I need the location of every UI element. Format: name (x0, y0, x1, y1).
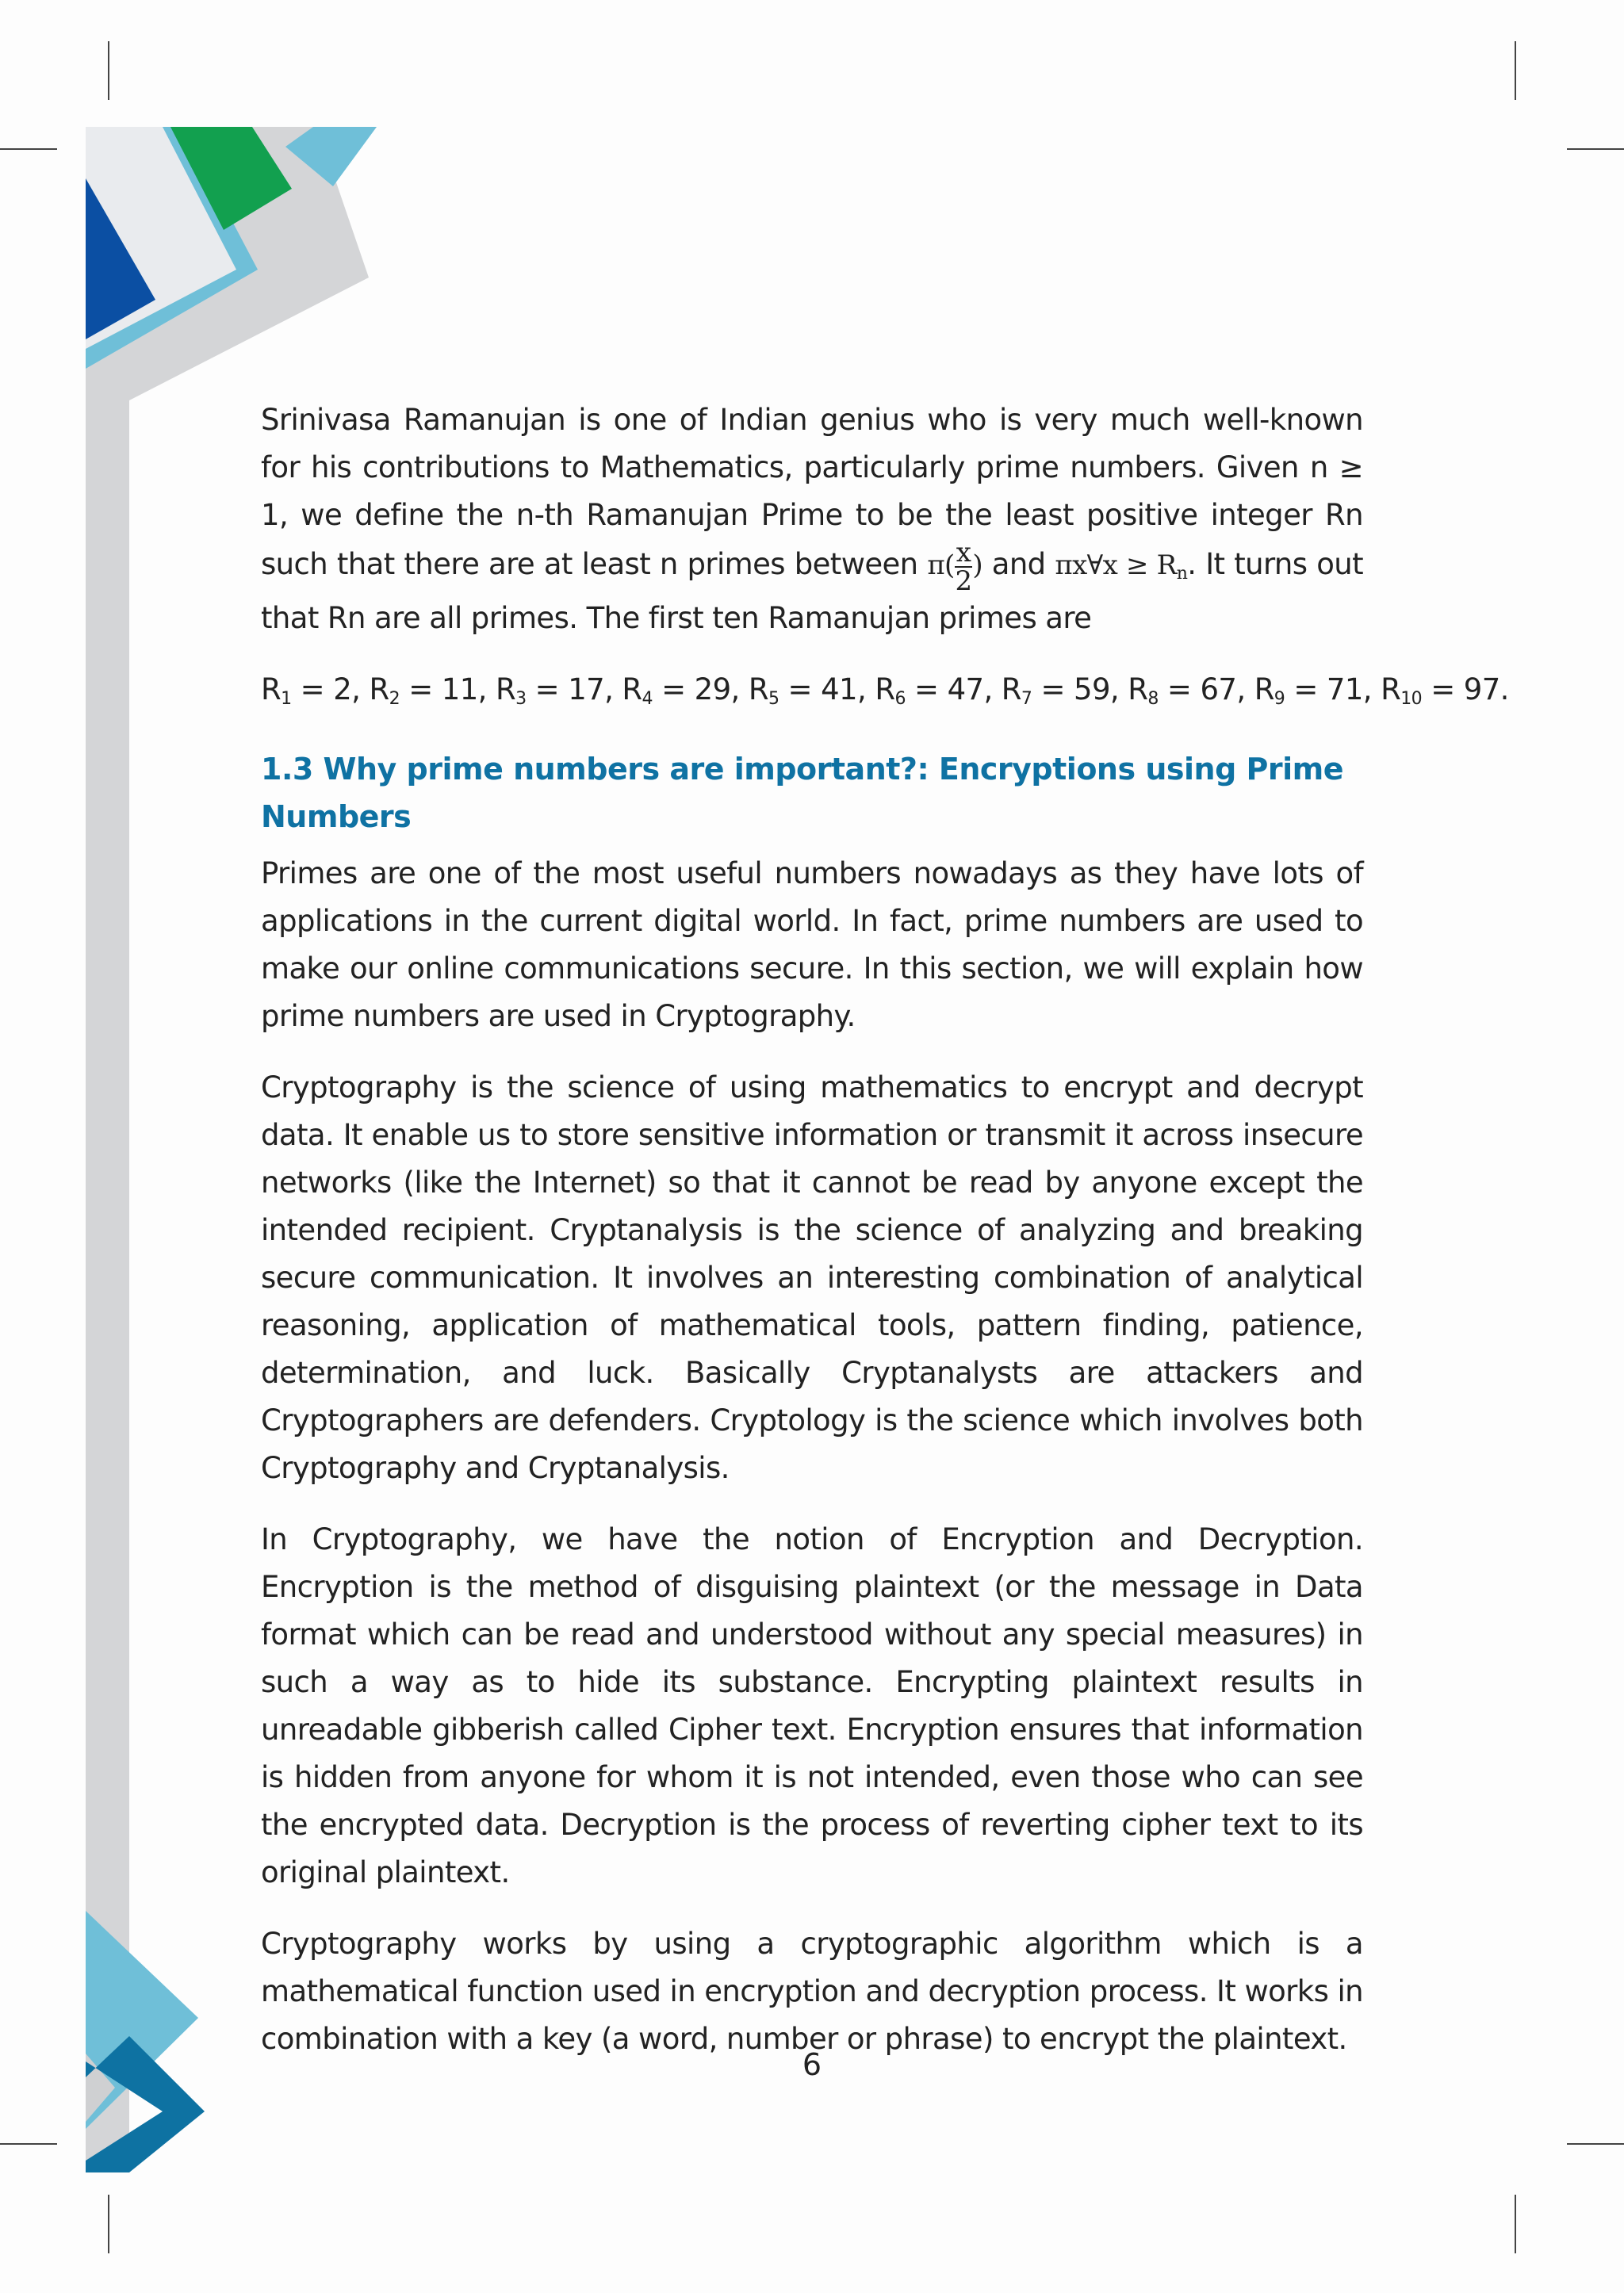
ramanujan-primes-list (261, 666, 1509, 714)
ramanujan-prime-item: $R_1 = 2$, (261, 672, 370, 709)
left-gray-strip (86, 127, 129, 2172)
ramanujan-prime-item: $R_3 = 17$, (495, 672, 622, 709)
page-content (261, 396, 1509, 2087)
fraction-numerator: x (956, 537, 971, 568)
pi-forall-expression: πx∀x ≥ $R_n$ (1055, 549, 1188, 584)
paragraph-encryption-decryption: In Cryptography, we have the notion of Encryption and Decryption. Encryption is the method of disguising plaintext (or the message in Data format which can be read and understood without any special measures) in such a way as to hide its substance. Encrypting plaintext results in unreadable gibberish called Cipher text. Encryption ensures that information is hidden from anyone for whom it is not intended, even those who can see the encrypted data. Decryption is the process of reverting cipher text to its original plaintext. (261, 1522, 1363, 1889)
ramanujan-prime-item: $R_6 = 47$, (875, 672, 1002, 709)
and-word: and (982, 547, 1055, 581)
paragraph-primes-useful: Primes are one of the most useful numbers nowadays as they have lots of applications in the current digital world. In fact, prime numbers are used to make our online communications secure. In this section, we will explain how prime numbers are used in Cryptography. (261, 856, 1363, 1033)
x-over-2-fraction (955, 539, 973, 595)
intro-text-1: Srinivasa Ramanujan is one of Indian genius who is very much well-known for his contributions to Mathematics, particularly prime numbers. Given n ≥ 1, we define the n-th Ramanujan Prime to be the least positive integer Rn such that there are at least n primes between (261, 403, 1363, 581)
ramanujan-prime-item: $R_5 = 41$, (748, 672, 875, 709)
fraction-denominator: 2 (955, 565, 972, 597)
ramanujan-prime-item: $R_7 = 59$, (1001, 672, 1128, 709)
ramanujan-prime-item: $R_4 = 29$, (622, 672, 749, 709)
intro-paragraph (261, 396, 1363, 642)
intro-text-2: . It turns out that Rn are all primes. The first ten Ramanujan primes are (261, 547, 1363, 635)
ramanujan-prime-item: $R_9 = 71$, (1254, 672, 1381, 709)
page-number: 6 (802, 2047, 822, 2082)
ramanujan-prime-item: $R_2 = 11$, (369, 672, 496, 709)
pi-function: π( $\frac{x}{2}$ ) (927, 537, 982, 597)
paragraph-cryptographic-algorithm: Cryptography works by using a cryptographic algorithm which is a mathematical function used in encryption and decryption process. It works in combination with a key (a word, number or phrase) to encrypt the plaintext. (261, 1927, 1363, 2056)
paragraph-cryptography-definition: Cryptography is the science of using mathematics to encrypt and decrypt data. It enable us to store sensitive information or transmit it across insecure networks (like the Internet) so that it cannot be read by anyone except the intended recipient. Cryptanalysis is the science of analyzing and breaking secure communication. It involves an interesting combination of analytical reasoning, application of mathematical tools, pattern finding, patience, determination, and luck. Basically Cryptanalysts are attackers and Cryptographers are defenders. Cryptology is the science which involves both Cryptography and Cryptanalysis. (261, 1070, 1363, 1485)
section-heading: 1.3 Why prime numbers are important?: Encryptions using Prime Numbers (261, 752, 1343, 834)
ramanujan-prime-item: $R_8 = 67$, (1128, 672, 1254, 709)
ramanujan-prime-item: $R_{10} = 97$. (1381, 672, 1509, 709)
